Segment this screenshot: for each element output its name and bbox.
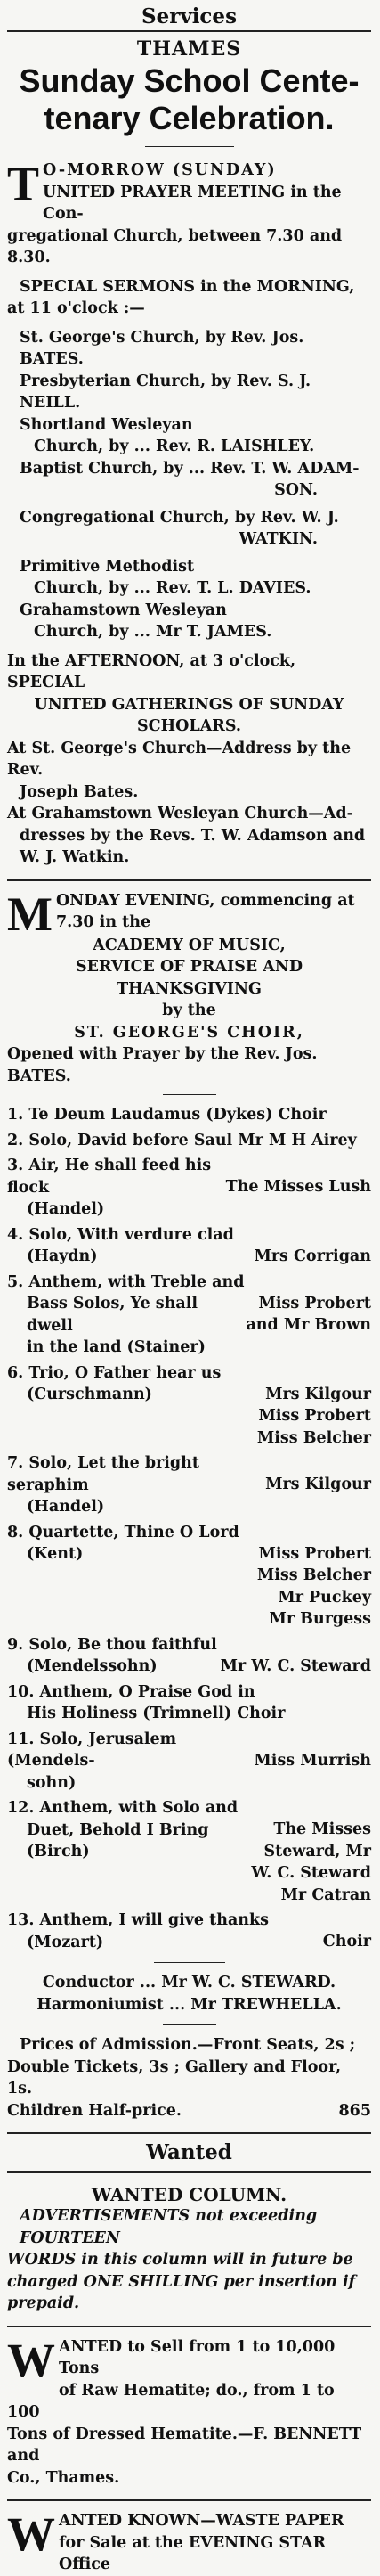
section-title-services: Services [141,4,238,29]
program-item-line: (Kent) [27,1545,84,1563]
performer: Mrs Kilgour [265,1476,371,1493]
performer: The Misses [273,1820,371,1838]
divider [154,1962,225,1963]
program-item-line: Duet, Behold I Bring [27,1820,209,1839]
program-item-performers [257,1362,371,1450]
program-item [7,1272,371,1359]
tomorrow-line: O-MORROW (SUNDAY) [43,161,277,179]
headline-line-1: Sunday School Cente- [19,62,360,99]
performer: Mr Puckey [278,1588,371,1607]
performer: Steward, Mr [263,1842,371,1860]
sermons-list [7,327,371,643]
prices-line: Double Tickets, 3s ; Gallery and Floor, 1s. [7,2057,342,2098]
ad-line: ANTED to Sell from 1 to 10,000 Tons [59,2337,336,2377]
special-sermons: SPECIAL SERMONS in the MORNING, [20,277,355,296]
performer: Mrs Corrigan [254,1247,371,1265]
program-item-title [7,1155,226,1221]
program-item-line: 1. Te Deum Laudamus (Dykes) Choir [7,1106,327,1124]
monday-line: Opened with Prayer by the Rev. Jos. BATES. [7,1045,318,1085]
program-item-title [7,1634,221,1678]
program-item-line: sohn) [27,1773,77,1792]
sermon-line: Church, by ... Mr T. JAMES. [34,623,272,641]
program-item [7,1681,371,1725]
divider [7,2171,371,2173]
section-title-wanted: Wanted [146,2140,232,2164]
performer: Miss Probert [258,1294,371,1313]
program-item-line: (Birch) [27,1843,90,1860]
program-item-line: 12. Anthem, with Solo and [7,1799,239,1817]
program-item-title [7,1910,323,1953]
drop-cap: T [7,157,40,210]
program-item [7,1452,371,1518]
program-item [7,1729,371,1795]
program-item-line: (Curschmann) [27,1386,152,1403]
prices-line: Children Half-price. [7,2101,182,2120]
afternoon-line: At St. George's Church—Address by the Rev. [7,739,352,779]
program-item-line: 5. Anthem, with Treble and [7,1272,245,1291]
sermon-line: Church, by ... Rev. R. LAISHLEY. [34,438,315,455]
notice-line: charged ONE SHILLING per insertion if [7,2272,356,2291]
sermon-line: Grahamstown Wesleyan [20,601,227,619]
performer: Mr Burgess [269,1610,371,1628]
wanted-ad-hematite [7,2333,371,2490]
wanted-column-title: WANTED COLUMN. [91,2184,287,2205]
performer: Mrs Kilgour [265,1385,371,1403]
ad-line: of Raw Hematite; do., from 1 to 100 [7,2381,335,2421]
program-item-line: 7. Solo, Let the bright seraphim [7,1454,199,1494]
prices-line: Prices of Admission.—Front Seats, 2s ; [20,2036,356,2054]
afternoon-line: SCHOLARS. [137,717,241,735]
program-item [7,1634,371,1678]
sermon-line: Presbyterian Church, by Rev. S. J. NEILL. [20,372,311,412]
headline-line-2: tenary Celebration. [44,100,335,136]
ad-line: for Sale at the EVENING STAR Office [59,2533,327,2573]
ad-number: 865 [338,2101,371,2120]
afternoon-line: Joseph Bates. [20,782,139,801]
afternoon-line: In the AFTERNOON, at 3 o'clock, SPECIAL [7,651,296,691]
program-item [7,1362,371,1450]
drop-cap: M [7,887,53,941]
divider [163,2024,216,2025]
performer: Mr W. C. Steward [220,1656,371,1675]
program-item-title [7,1681,371,1725]
monday-line: ONDAY EVENING, commencing at [55,891,355,910]
program-item-line: 4. Solo, With verdure clad [7,1225,234,1244]
special-sermons-time: at 11 o'clock :— [7,299,145,317]
performer: Miss Probert [258,1544,371,1563]
performer: Mr Catran [280,1885,371,1904]
program-item-title [7,1130,371,1152]
program-item-line: 2. Solo, David before Saul Mr M H Airey [7,1131,357,1149]
sermon-line: Congregational Church, by Rev. W. J. [20,508,339,527]
harmoniumist-line: Harmoniumist ... Mr TREWHELLA. [36,1995,342,2014]
drop-cap: W [7,2333,55,2387]
program-item-title [7,1729,254,1795]
program-item-performers [254,1224,371,1268]
monday-line: ACADEMY OF MUSIC, [93,936,286,954]
program-item-line: 9. Solo, Be thou faithful [7,1635,217,1654]
monday-line: by the [162,1002,216,1019]
monday-line: ST. GEORGE'S CHOIR, [74,1023,304,1042]
wanted-ad-waste-paper [7,2507,371,2576]
program-item-performers [221,1634,371,1678]
divider [7,2326,371,2327]
afternoon-line: W. J. Watkin. [20,848,130,866]
afternoon-line: dresses by the Revs. T. W. Adamson and [20,826,366,845]
program-item-line: 11. Solo, Jerusalem (Mendels- [7,1730,177,1770]
performer: Miss Probert [258,1407,371,1425]
program-item-line: (Mozart) [27,1933,104,1951]
divider [145,146,234,147]
program-item-line: His Holiness (Trimnell) Choir [27,1705,286,1722]
program-item-line: 8. Quartette, Thine O Lord [7,1523,239,1542]
monday-line: THANKSGIVING [117,979,262,998]
program-item [7,1104,371,1126]
sermon-line: WATKIN. [239,530,318,548]
performer: Miss Belcher [256,1566,371,1584]
tomorrow-line: UNITED PRAYER MEETING in the Con- [43,183,342,223]
program-item-line: 6. Trio, O Father hear us [7,1363,222,1382]
notice-line: ADVERTISEMENTS not exceeding FOURTEEN [20,2207,318,2247]
program-item-performers [257,1522,371,1631]
divider [7,879,371,881]
program-item-line: in the land (Stainer) [27,1338,206,1356]
prices-row [7,2100,371,2122]
program-item-line: (Handel) [27,1200,105,1218]
ad-line: Tons of Dressed Hematite.—F. BENNETT and [7,2425,362,2465]
program-item [7,1797,371,1906]
divider [7,30,371,32]
program-item-line: (Haydn) [27,1247,98,1265]
monday-line: SERVICE OF PRAISE AND [75,958,303,976]
program-item-title [7,1797,251,1906]
program-item-performers [265,1452,371,1518]
afternoon-line: At Grahamstown Wesleyan Church—Ad- [7,805,353,822]
program-item-line: 3. Air, He shall feed his flock [7,1157,212,1197]
monday-block [7,887,371,1088]
program-item-performers [226,1155,371,1221]
notice-line: WORDS in this column will in future be [7,2251,353,2269]
sermon-line: Shortland Wesleyan [20,415,193,434]
performer: and Mr Brown [246,1316,371,1334]
program-item-title [7,1362,257,1450]
program-item-line: (Mendelssohn) [27,1657,158,1675]
monday-line: 7.30 in the [55,913,151,931]
performer: Miss Belcher [256,1428,371,1447]
performer: The Misses Lush [225,1178,371,1196]
performer: Choir [322,1933,371,1950]
prices-block [7,2034,371,2122]
program-item-line: Bass Solos, Ye shall dwell [27,1295,198,1335]
program-item-performers [254,1729,371,1795]
afternoon-block [7,650,371,869]
conductor-line: Conductor ... Mr W. C. STEWARD. [42,1974,336,1991]
sermon-line: SON. [274,481,318,499]
program-item [7,1910,371,1953]
performer: Miss Murrish [254,1751,371,1770]
program-item-line: (Handel) [27,1498,105,1516]
program-item-title [7,1522,257,1631]
program-item-title [7,1104,371,1126]
divider [163,1094,216,1095]
notice-line: prepaid. [7,2294,80,2312]
program-item [7,1130,371,1152]
program-item-performers [251,1797,371,1906]
drop-cap: W [7,2507,55,2561]
program-list [7,1104,371,1953]
town-title: THAMES [136,37,242,61]
program-item-title [7,1452,265,1518]
divider [7,2499,371,2501]
program-item-performers [246,1272,371,1359]
wanted-notice [7,2205,371,2315]
program-item-title [7,1224,254,1268]
program-item [7,1522,371,1631]
sermon-line: Church, by ... Rev. T. L. DAVIES. [34,579,311,597]
program-item-performers [323,1910,371,1953]
program-item [7,1155,371,1221]
tomorrow-block [7,159,371,269]
program-item-line: 13. Anthem, I will give thanks [7,1911,269,1929]
divider [7,2132,371,2134]
program-item-title [7,1272,246,1359]
ad-line: Co., Thames. [7,2468,120,2487]
sermon-line: Baptist Church, by ... Rev. T. W. ADAM- [20,459,360,478]
afternoon-line: UNITED GATHERINGS OF SUNDAY [34,695,344,714]
program-item-line: 10. Anthem, O Praise God in [7,1682,255,1701]
performer: W. C. Steward [251,1864,371,1882]
tomorrow-line: gregational Church, between 7.30 and 8.30. [7,226,343,266]
sermon-line: St. George's Church, by Rev. Jos. BATES. [20,328,304,368]
sermon-line: Primitive Methodist [20,557,195,576]
program-item [7,1224,371,1268]
headline [7,62,371,137]
ad-line: ANTED KNOWN—WASTE PAPER [59,2512,344,2530]
